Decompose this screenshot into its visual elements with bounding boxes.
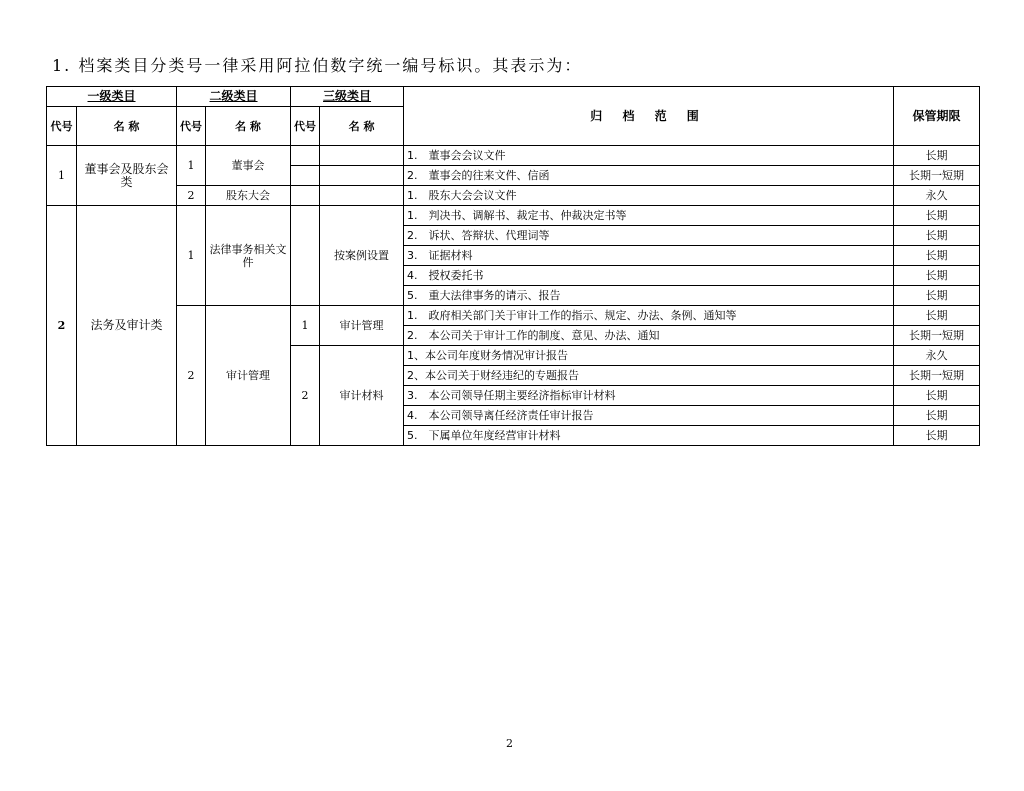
retention-cell: 长期 [894,266,980,286]
level3-header: 三级类目 [291,87,404,107]
empty-cell [291,166,320,186]
retention-cell: 永久 [894,346,980,366]
empty-cell [320,166,404,186]
level1-code-header: 代号 [47,107,77,146]
scope-cell: 2. 诉状、答辩状、代理词等 [404,226,894,246]
scope-cell: 1. 政府相关部门关于审计工作的指示、规定、办法、条例、通知等 [404,306,894,326]
level1-name-header: 名 称 [77,107,177,146]
retention-cell: 长期一短期 [894,166,980,186]
cat2-sub2-l3a-code: 1 [291,306,320,346]
scope-cell: 1、本公司年度财务情况审计报告 [404,346,894,366]
empty-cell [320,146,404,166]
scope-cell: 1. 股东大会会议文件 [404,186,894,206]
archive-classification-table [46,86,980,446]
retention-cell: 长期 [894,406,980,426]
cat2-sub2-code: 2 [177,306,206,446]
retention-cell: 长期 [894,286,980,306]
cat2-sub2-l3b-name: 审计材料 [320,346,404,446]
retention-cell: 长期一短期 [894,326,980,346]
cat2-sub1-name: 法律事务相关文件 [206,206,291,306]
cat1-sub2-name: 股东大会 [206,186,291,206]
scope-header: 归 档 范 围 [404,87,894,146]
level2-header: 二级类目 [177,87,291,107]
level2-code-header: 代号 [177,107,206,146]
cat2-code: 2 [47,206,77,446]
retention-cell: 长期 [894,206,980,226]
retention-cell: 长期 [894,246,980,266]
table-row [47,186,980,206]
cat2-sub1-l3-name: 按案例设置 [320,206,404,306]
scope-cell: 4. 授权委托书 [404,266,894,286]
cat2-sub2-l3b-code: 2 [291,346,320,446]
table-row [47,306,980,326]
scope-cell: 3. 证据材料 [404,246,894,266]
retention-cell: 长期 [894,226,980,246]
empty-cell [320,186,404,206]
retention-cell: 长期 [894,426,980,446]
cat1-sub1-code: 1 [177,146,206,186]
table-row [47,146,980,166]
cat2-sub2-l3a-name: 审计管理 [320,306,404,346]
cat2-name: 法务及审计类 [77,206,177,446]
empty-cell [291,206,320,306]
page-number: 2 [506,737,513,750]
cat1-sub1-name: 董事会 [206,146,291,186]
scope-cell: 1. 董事会会议文件 [404,146,894,166]
level2-name-header: 名 称 [206,107,291,146]
scope-cell: 2、本公司关于财经违纪的专题报告 [404,366,894,386]
scope-cell: 2. 本公司关于审计工作的制度、意见、办法、通知 [404,326,894,346]
cat2-sub2-name: 审计管理 [206,306,291,446]
scope-cell: 2. 董事会的往来文件、信函 [404,166,894,186]
retention-cell: 长期 [894,306,980,326]
scope-cell: 5. 重大法律事务的请示、报告 [404,286,894,306]
retention-cell: 长期 [894,146,980,166]
page-heading: 1. 档案类目分类号一律采用阿拉伯数字统一编号标识。其表示为： [52,56,583,75]
empty-cell [291,146,320,166]
table-row [47,206,980,226]
retention-cell: 长期一短期 [894,366,980,386]
cat2-sub1-code: 1 [177,206,206,306]
level1-header: 一级类目 [47,87,177,107]
retention-header: 保管期限 [894,87,980,146]
cat1-code: 1 [47,146,77,206]
empty-cell [291,186,320,206]
scope-cell: 5. 下属单位年度经营审计材料 [404,426,894,446]
level3-name-header: 名 称 [320,107,404,146]
level3-code-header: 代号 [291,107,320,146]
cat1-sub2-code: 2 [177,186,206,206]
retention-cell: 永久 [894,186,980,206]
header-row-1 [47,87,980,107]
retention-cell: 长期 [894,386,980,406]
cat1-name: 董事会及股东会类 [77,146,177,206]
scope-cell: 3. 本公司领导任期主要经济指标审计材料 [404,386,894,406]
scope-cell: 1. 判决书、调解书、裁定书、仲裁决定书等 [404,206,894,226]
scope-cell: 4. 本公司领导离任经济责任审计报告 [404,406,894,426]
